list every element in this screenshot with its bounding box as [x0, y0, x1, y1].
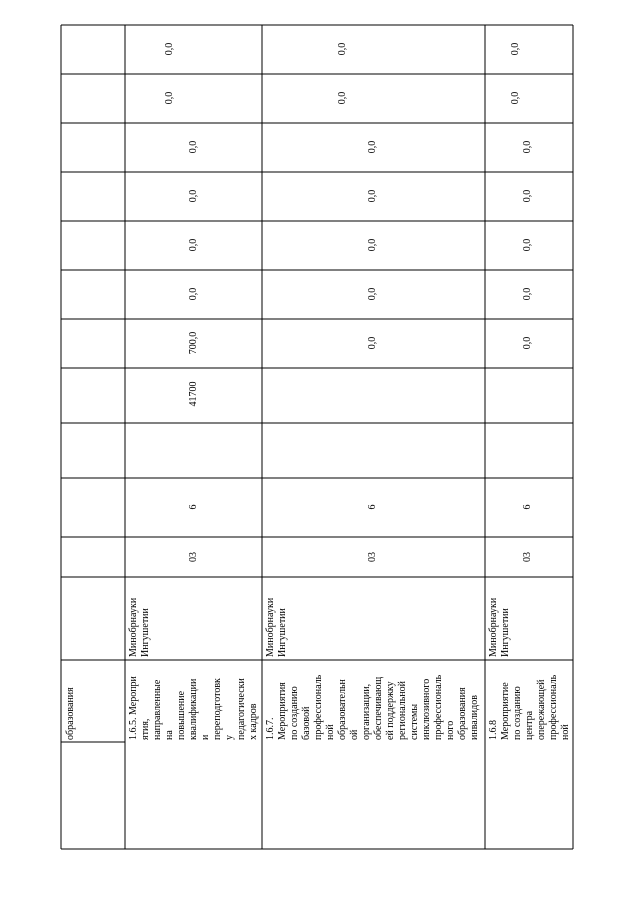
row3-code: 03 [522, 552, 533, 562]
row1-value-2: 0,0 [188, 287, 199, 301]
row1-value-4: 0,0 [188, 189, 199, 203]
row3-value-1: 0,0 [522, 336, 533, 350]
row1-value-6: 0,0 [164, 91, 175, 105]
row2-name: 1.6.7. Мероприятия по созданию базовой профессиональ ной образовательн ой организации, обеспечивающ ей поддержку региональной системы инклюзивного профессиональ ного образования инвалидов [265, 674, 480, 740]
row3-name: 1.6.8 Мероприятие по созданию центра опережающей профессиональ ной [488, 674, 571, 740]
row3-num: 6 [522, 504, 533, 510]
row1-executor: Минобрнауки Ингушетии [128, 597, 151, 657]
row1-name: 1.6.5. Меропри ятия, направленные на повышение квалификации и переподготовк у педагогически х кадров [128, 676, 259, 740]
row2-executor: Минобрнауки Ингушетии [265, 597, 288, 657]
row1-code: 03 [188, 552, 199, 562]
row1-value-3: 0,0 [188, 238, 199, 252]
row3-value-2: 0,0 [522, 287, 533, 301]
row2-value-4: 0,0 [367, 189, 378, 203]
row2-num: 6 [367, 504, 378, 510]
row1-value-5: 0,0 [188, 140, 199, 154]
row2-value-3: 0,0 [367, 238, 378, 252]
row2-value-5: 0,0 [367, 140, 378, 154]
row2-code: 03 [367, 552, 378, 562]
header-row-label: образования [65, 687, 76, 740]
row1-value-1: 700,0 [188, 331, 199, 355]
row3-value-3: 0,0 [522, 238, 533, 252]
row3-executor: Минобрнауки Ингушетии [488, 597, 511, 657]
row2-value-6: 0,0 [337, 91, 348, 105]
row2-value-2: 0,0 [367, 287, 378, 301]
row3-value-4: 0,0 [522, 189, 533, 203]
row2-value-7: 0,0 [337, 42, 348, 56]
row3-value-6: 0,0 [510, 91, 521, 105]
row3-value-5: 0,0 [522, 140, 533, 154]
row1-num: 6 [188, 504, 199, 510]
row3-value-7: 0,0 [510, 42, 521, 56]
row1-total: 41700 [188, 381, 199, 407]
row1-value-7: 0,0 [164, 42, 175, 56]
row2-value-1: 0,0 [367, 336, 378, 350]
